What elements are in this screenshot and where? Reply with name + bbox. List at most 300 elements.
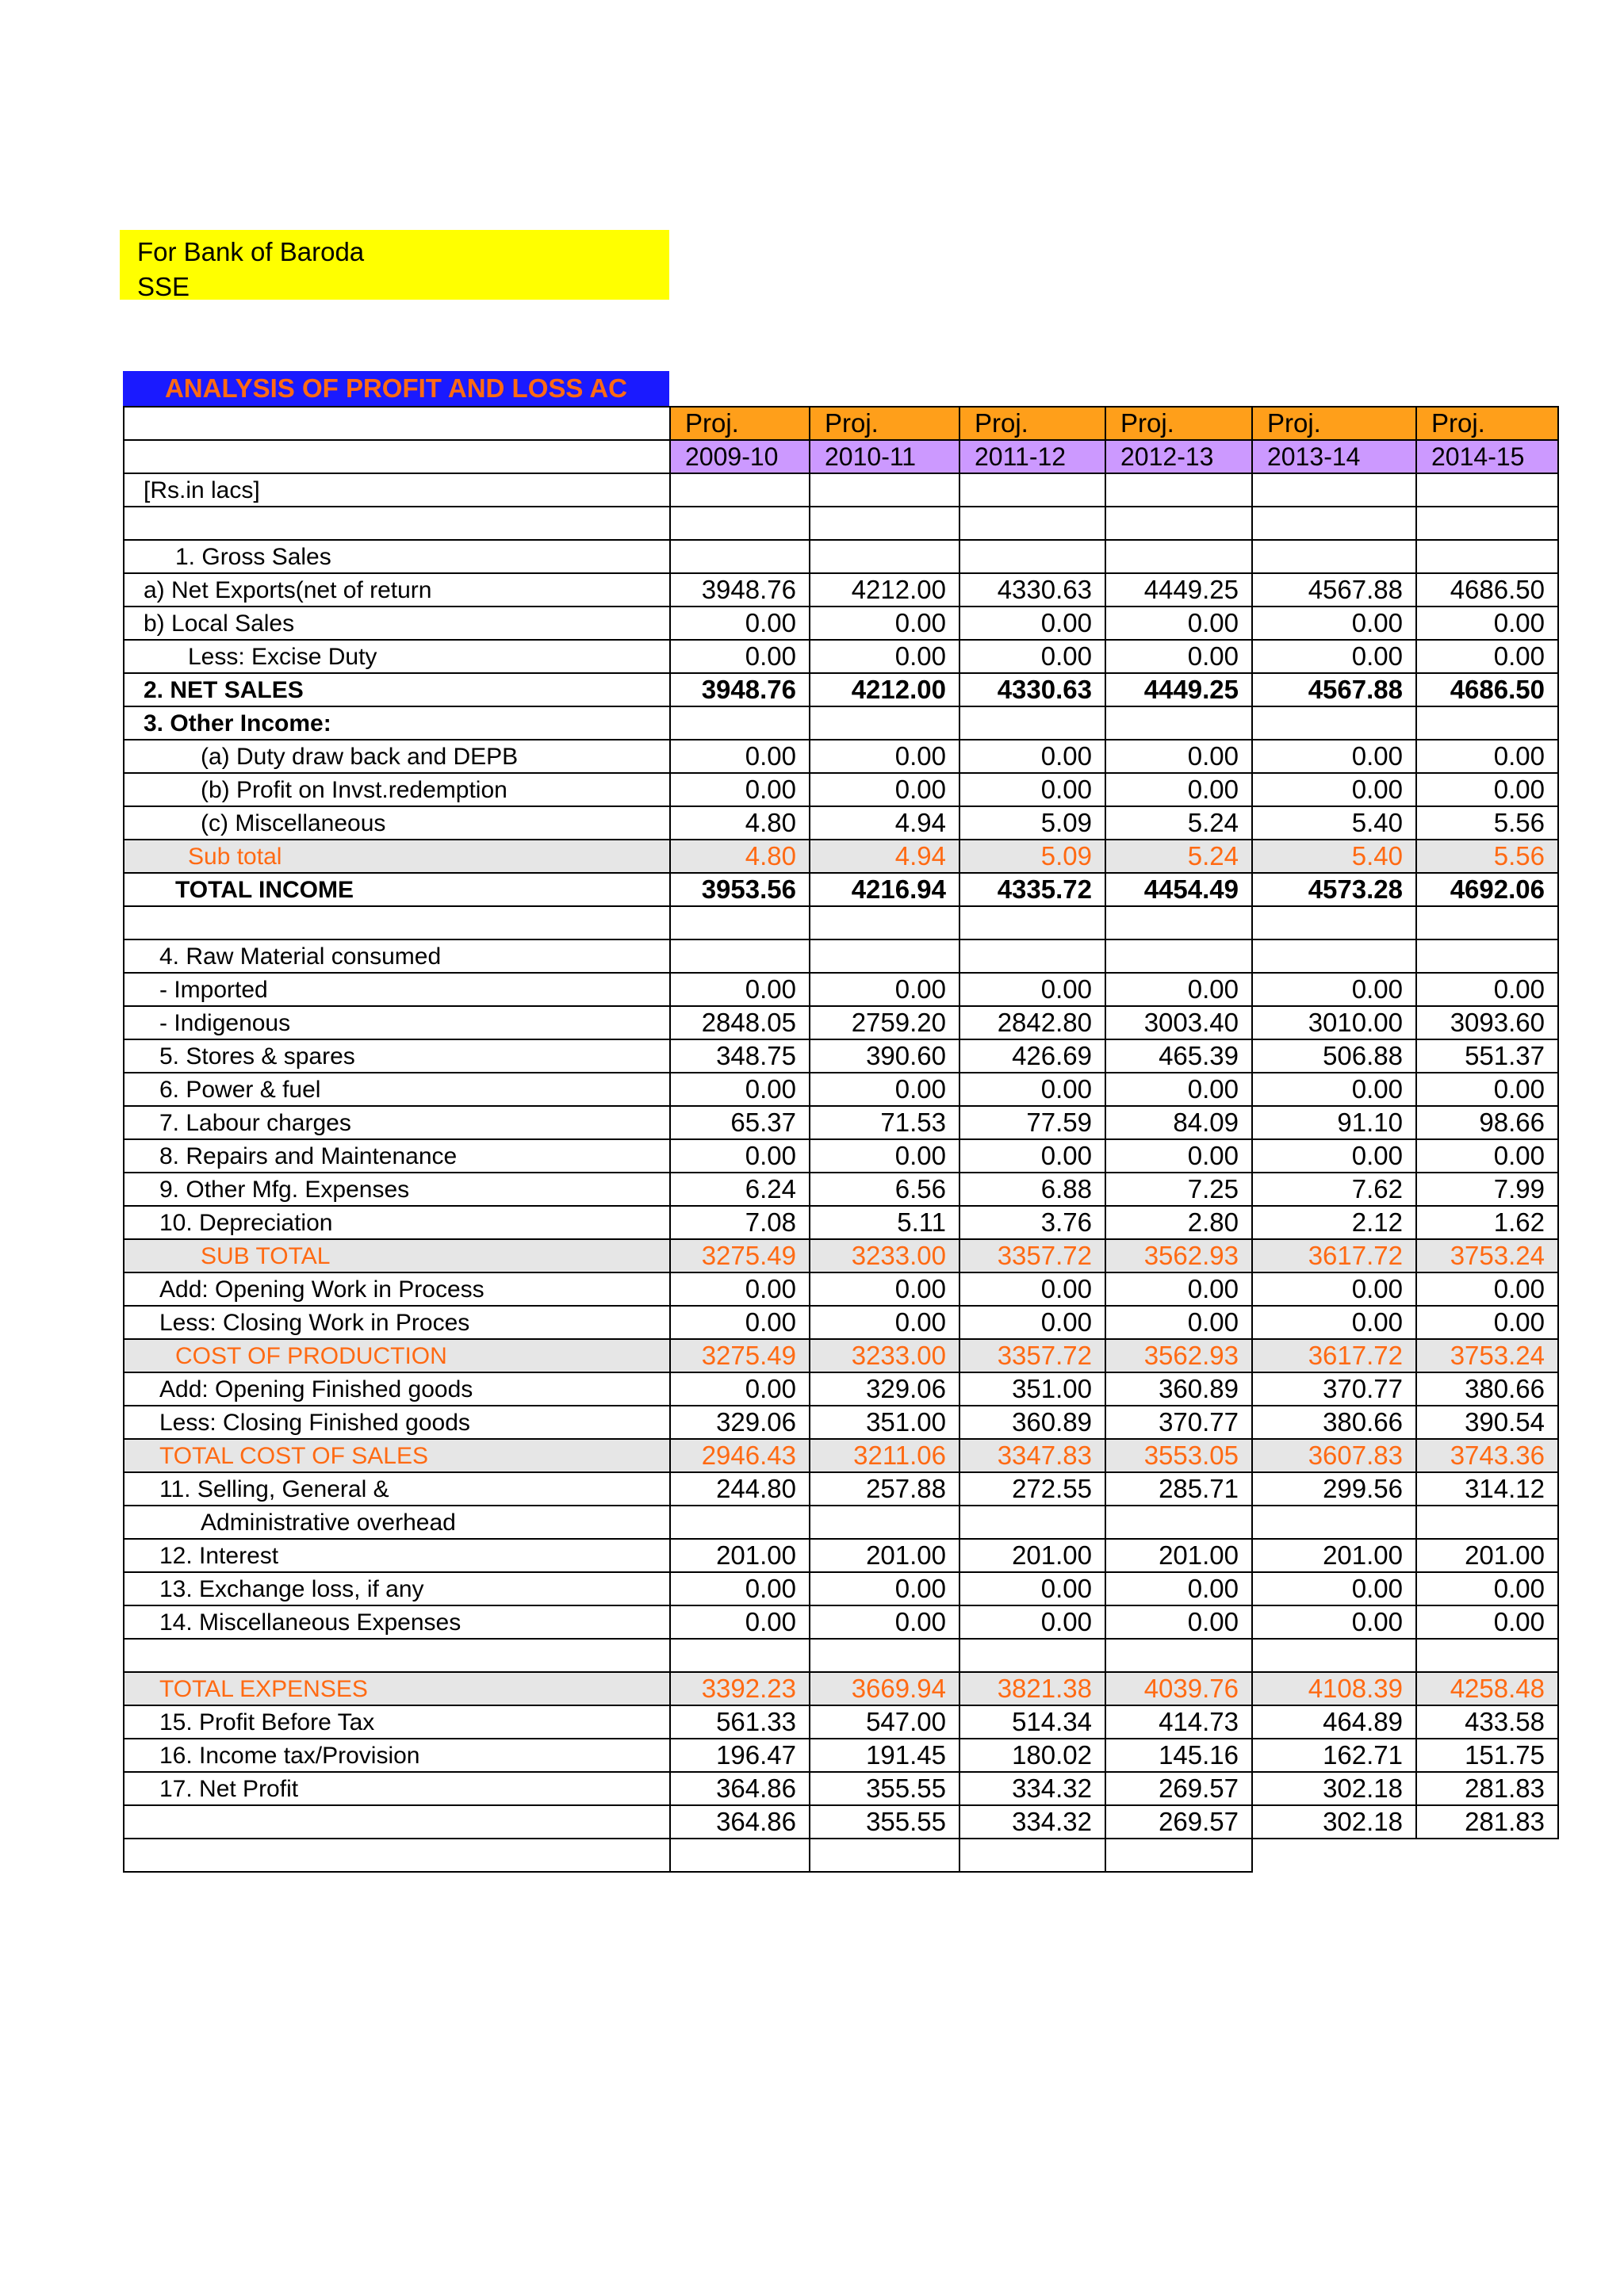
table-row bbox=[124, 640, 1558, 673]
value-cell: 4216.94 bbox=[810, 873, 959, 906]
bank-department: SSE bbox=[137, 272, 190, 301]
value-cell: 0.00 bbox=[1105, 1605, 1252, 1639]
value-cell: 7.25 bbox=[1105, 1173, 1252, 1206]
value-cell: 0.00 bbox=[1416, 640, 1558, 673]
value-cell: 390.60 bbox=[810, 1039, 959, 1073]
table-row bbox=[124, 1805, 1558, 1839]
value-cell: 334.32 bbox=[959, 1772, 1105, 1805]
value-cell: 551.37 bbox=[1416, 1039, 1558, 1073]
row-label: Add: Opening Finished goods bbox=[124, 1372, 670, 1406]
value-cell: 0.00 bbox=[810, 640, 959, 673]
value-cell: 3562.93 bbox=[1105, 1239, 1252, 1272]
table-row bbox=[124, 1739, 1558, 1772]
table-row bbox=[124, 1572, 1558, 1605]
value-cell bbox=[1416, 706, 1558, 740]
value-cell: 145.16 bbox=[1105, 1739, 1252, 1772]
value-cell: 4039.76 bbox=[1105, 1672, 1252, 1705]
value-cell: 5.24 bbox=[1105, 806, 1252, 840]
value-cell: 0.00 bbox=[810, 1572, 959, 1605]
value-cell: 0.00 bbox=[1416, 1306, 1558, 1339]
row-label: 10. Depreciation bbox=[124, 1206, 670, 1239]
row-label: SUB TOTAL bbox=[124, 1239, 670, 1272]
value-cell bbox=[810, 706, 959, 740]
value-cell: 433.58 bbox=[1416, 1705, 1558, 1739]
value-cell: 0.00 bbox=[959, 1139, 1105, 1173]
value-cell: 0.00 bbox=[1105, 740, 1252, 773]
value-cell: 3.76 bbox=[959, 1206, 1105, 1239]
spacer-row bbox=[124, 906, 1558, 939]
value-cell: 0.00 bbox=[1252, 640, 1416, 673]
value-cell: 3562.93 bbox=[1105, 1339, 1252, 1372]
proj-label: Proj. bbox=[1252, 407, 1416, 440]
value-cell: 6.56 bbox=[810, 1173, 959, 1206]
table-row bbox=[124, 1106, 1558, 1139]
value-cell: 380.66 bbox=[1252, 1406, 1416, 1439]
value-cell: 0.00 bbox=[670, 1372, 810, 1406]
value-cell: 0.00 bbox=[959, 640, 1105, 673]
value-cell: 0.00 bbox=[670, 1306, 810, 1339]
row-label bbox=[124, 1805, 670, 1839]
value-cell: 0.00 bbox=[1252, 773, 1416, 806]
value-cell: 0.00 bbox=[1416, 740, 1558, 773]
header-blank-cell bbox=[124, 407, 670, 440]
value-cell: 3093.60 bbox=[1416, 1006, 1558, 1039]
value-cell: 2759.20 bbox=[810, 1006, 959, 1039]
value-cell bbox=[1416, 540, 1558, 573]
value-cell: 0.00 bbox=[1252, 1572, 1416, 1605]
value-cell: 465.39 bbox=[1105, 1039, 1252, 1073]
value-cell bbox=[959, 540, 1105, 573]
table-row bbox=[124, 1073, 1558, 1106]
value-cell: 0.00 bbox=[959, 1572, 1105, 1605]
unit-label: [Rs.in lacs] bbox=[124, 473, 670, 507]
value-cell: 4686.50 bbox=[1416, 573, 1558, 607]
value-cell: 269.57 bbox=[1105, 1772, 1252, 1805]
value-cell: 281.83 bbox=[1416, 1805, 1558, 1839]
value-cell: 0.00 bbox=[810, 607, 959, 640]
row-label: 15. Profit Before Tax bbox=[124, 1705, 670, 1739]
value-cell: 4567.88 bbox=[1252, 673, 1416, 706]
value-cell: 329.06 bbox=[810, 1372, 959, 1406]
value-cell: 3003.40 bbox=[1105, 1006, 1252, 1039]
row-label: 16. Income tax/Provision bbox=[124, 1739, 670, 1772]
row-label: 12. Interest bbox=[124, 1539, 670, 1572]
value-cell: 0.00 bbox=[1416, 1139, 1558, 1173]
value-cell: 0.00 bbox=[670, 1139, 810, 1173]
row-label: a) Net Exports(net of return bbox=[124, 573, 670, 607]
table-row bbox=[124, 873, 1558, 906]
table-row bbox=[124, 1539, 1558, 1572]
value-cell: 0.00 bbox=[1105, 1572, 1252, 1605]
value-cell: 0.00 bbox=[959, 973, 1105, 1006]
value-cell: 355.55 bbox=[810, 1805, 959, 1839]
row-label: 11. Selling, General & bbox=[124, 1472, 670, 1506]
value-cell: 4.94 bbox=[810, 840, 959, 873]
value-cell: 4454.49 bbox=[1105, 873, 1252, 906]
table-row bbox=[124, 1306, 1558, 1339]
value-cell: 4108.39 bbox=[1252, 1672, 1416, 1705]
value-cell: 3347.83 bbox=[959, 1439, 1105, 1472]
value-cell: 3357.72 bbox=[959, 1239, 1105, 1272]
table-row bbox=[124, 1439, 1558, 1472]
value-cell: 2.80 bbox=[1105, 1206, 1252, 1239]
value-cell: 3275.49 bbox=[670, 1239, 810, 1272]
value-cell: 0.00 bbox=[1416, 607, 1558, 640]
row-label: COST OF PRODUCTION bbox=[124, 1339, 670, 1372]
value-cell: 71.53 bbox=[810, 1106, 959, 1139]
year-header-row bbox=[124, 440, 1558, 473]
value-cell: 257.88 bbox=[810, 1472, 959, 1506]
value-cell: 0.00 bbox=[1416, 1272, 1558, 1306]
proj-label: Proj. bbox=[1416, 407, 1558, 440]
value-cell: 5.56 bbox=[1416, 840, 1558, 873]
table-row bbox=[124, 1472, 1558, 1506]
row-label: TOTAL COST OF SALES bbox=[124, 1439, 670, 1472]
value-cell: 506.88 bbox=[1252, 1039, 1416, 1073]
bank-header-box bbox=[120, 230, 669, 300]
value-cell: 370.77 bbox=[1105, 1406, 1252, 1439]
row-label: 6. Power & fuel bbox=[124, 1073, 670, 1106]
value-cell: 414.73 bbox=[1105, 1705, 1252, 1739]
value-cell: 98.66 bbox=[1416, 1106, 1558, 1139]
row-label: 4. Raw Material consumed bbox=[124, 939, 670, 973]
row-label: - Imported bbox=[124, 973, 670, 1006]
value-cell: 364.86 bbox=[670, 1805, 810, 1839]
row-label: (a) Duty draw back and DEPB bbox=[124, 740, 670, 773]
value-cell: 0.00 bbox=[810, 1306, 959, 1339]
value-cell: 0.00 bbox=[670, 1272, 810, 1306]
value-cell: 77.59 bbox=[959, 1106, 1105, 1139]
table-row bbox=[124, 973, 1558, 1006]
value-cell: 0.00 bbox=[1105, 773, 1252, 806]
row-label: 9. Other Mfg. Expenses bbox=[124, 1173, 670, 1206]
proj-label: Proj. bbox=[810, 407, 959, 440]
value-cell bbox=[959, 939, 1105, 973]
value-cell: 0.00 bbox=[670, 773, 810, 806]
spacer-row bbox=[124, 1639, 1558, 1672]
value-cell: 2848.05 bbox=[670, 1006, 810, 1039]
value-cell: 380.66 bbox=[1416, 1372, 1558, 1406]
row-label: Less: Excise Duty bbox=[124, 640, 670, 673]
value-cell: 4330.63 bbox=[959, 573, 1105, 607]
value-cell: 3948.76 bbox=[670, 673, 810, 706]
projection-header-row bbox=[124, 407, 1558, 440]
value-cell: 0.00 bbox=[959, 1272, 1105, 1306]
value-cell: 547.00 bbox=[810, 1705, 959, 1739]
value-cell: 4258.48 bbox=[1416, 1672, 1558, 1705]
bank-name: For Bank of Baroda bbox=[137, 237, 365, 266]
header-blank-cell bbox=[124, 440, 670, 473]
value-cell: 7.99 bbox=[1416, 1173, 1558, 1206]
row-label: 1. Gross Sales bbox=[124, 540, 670, 573]
value-cell: 334.32 bbox=[959, 1805, 1105, 1839]
proj-label: Proj. bbox=[1105, 407, 1252, 440]
table-row bbox=[124, 1506, 1558, 1539]
row-label: 5. Stores & spares bbox=[124, 1039, 670, 1073]
value-cell: 151.75 bbox=[1416, 1739, 1558, 1772]
value-cell: 4573.28 bbox=[1252, 873, 1416, 906]
table-row bbox=[124, 1672, 1558, 1705]
row-label: b) Local Sales bbox=[124, 607, 670, 640]
value-cell: 65.37 bbox=[670, 1106, 810, 1139]
value-cell: 0.00 bbox=[1252, 1306, 1416, 1339]
value-cell: 0.00 bbox=[810, 1605, 959, 1639]
proj-label: Proj. bbox=[670, 407, 810, 440]
value-cell: 4.80 bbox=[670, 840, 810, 873]
value-cell: 285.71 bbox=[1105, 1472, 1252, 1506]
value-cell: 3392.23 bbox=[670, 1672, 810, 1705]
value-cell: 4330.63 bbox=[959, 673, 1105, 706]
value-cell: 2.12 bbox=[1252, 1206, 1416, 1239]
table-row bbox=[124, 540, 1558, 573]
table-row bbox=[124, 1006, 1558, 1039]
year-label: 2012-13 bbox=[1105, 440, 1252, 473]
value-cell: 364.86 bbox=[670, 1772, 810, 1805]
value-cell: 0.00 bbox=[810, 1073, 959, 1106]
row-label: TOTAL INCOME bbox=[124, 873, 670, 906]
value-cell: 5.56 bbox=[1416, 806, 1558, 840]
value-cell: 0.00 bbox=[959, 607, 1105, 640]
row-label: 8. Repairs and Maintenance bbox=[124, 1139, 670, 1173]
table-row bbox=[124, 1772, 1558, 1805]
value-cell: 360.89 bbox=[959, 1406, 1105, 1439]
value-cell: 3743.36 bbox=[1416, 1439, 1558, 1472]
value-cell: 0.00 bbox=[959, 1306, 1105, 1339]
value-cell: 191.45 bbox=[810, 1739, 959, 1772]
value-cell bbox=[959, 1506, 1105, 1539]
value-cell: 2946.43 bbox=[670, 1439, 810, 1472]
value-cell: 0.00 bbox=[670, 1073, 810, 1106]
value-cell: 0.00 bbox=[810, 973, 959, 1006]
row-label: TOTAL EXPENSES bbox=[124, 1672, 670, 1705]
year-label: 2009-10 bbox=[670, 440, 810, 473]
table-row bbox=[124, 1272, 1558, 1306]
value-cell: 180.02 bbox=[959, 1739, 1105, 1772]
unit-row bbox=[124, 473, 1558, 507]
value-cell: 0.00 bbox=[670, 607, 810, 640]
value-cell: 3357.72 bbox=[959, 1339, 1105, 1372]
value-cell: 3553.05 bbox=[1105, 1439, 1252, 1472]
value-cell: 201.00 bbox=[1105, 1539, 1252, 1572]
value-cell: 0.00 bbox=[1416, 1073, 1558, 1106]
table-row bbox=[124, 706, 1558, 740]
value-cell: 0.00 bbox=[670, 1572, 810, 1605]
value-cell: 0.00 bbox=[1105, 1139, 1252, 1173]
value-cell: 348.75 bbox=[670, 1039, 810, 1073]
value-cell: 3753.24 bbox=[1416, 1339, 1558, 1372]
value-cell: 0.00 bbox=[1252, 607, 1416, 640]
value-cell: 370.77 bbox=[1252, 1372, 1416, 1406]
value-cell: 0.00 bbox=[1416, 1572, 1558, 1605]
value-cell bbox=[1252, 706, 1416, 740]
value-cell: 0.00 bbox=[670, 740, 810, 773]
value-cell: 5.09 bbox=[959, 806, 1105, 840]
value-cell: 314.12 bbox=[1416, 1472, 1558, 1506]
profit-loss-table bbox=[123, 406, 1559, 1873]
value-cell: 0.00 bbox=[1416, 1605, 1558, 1639]
value-cell: 3233.00 bbox=[810, 1239, 959, 1272]
value-cell: 201.00 bbox=[1416, 1539, 1558, 1572]
value-cell: 201.00 bbox=[670, 1539, 810, 1572]
value-cell: 269.57 bbox=[1105, 1805, 1252, 1839]
value-cell bbox=[1105, 1506, 1252, 1539]
value-cell: 3211.06 bbox=[810, 1439, 959, 1472]
value-cell: 0.00 bbox=[1105, 640, 1252, 673]
value-cell: 514.34 bbox=[959, 1705, 1105, 1739]
value-cell: 196.47 bbox=[670, 1739, 810, 1772]
table-row bbox=[124, 1705, 1558, 1739]
value-cell: 3617.72 bbox=[1252, 1239, 1416, 1272]
row-label: 7. Labour charges bbox=[124, 1106, 670, 1139]
value-cell bbox=[1416, 1506, 1558, 1539]
value-cell: 561.33 bbox=[670, 1705, 810, 1739]
value-cell: 426.69 bbox=[959, 1039, 1105, 1073]
value-cell: 302.18 bbox=[1252, 1805, 1416, 1839]
value-cell: 0.00 bbox=[1416, 773, 1558, 806]
row-label: (b) Profit on Invst.redemption bbox=[124, 773, 670, 806]
table-row bbox=[124, 1239, 1558, 1272]
value-cell: 4449.25 bbox=[1105, 673, 1252, 706]
value-cell bbox=[1105, 540, 1252, 573]
value-cell: 4567.88 bbox=[1252, 573, 1416, 607]
value-cell: 0.00 bbox=[959, 1073, 1105, 1106]
value-cell: 0.00 bbox=[810, 1139, 959, 1173]
value-cell: 0.00 bbox=[1252, 1272, 1416, 1306]
table-row bbox=[124, 1039, 1558, 1073]
value-cell: 0.00 bbox=[1416, 973, 1558, 1006]
table-row bbox=[124, 1339, 1558, 1372]
table-row bbox=[124, 573, 1558, 607]
value-cell: 302.18 bbox=[1252, 1772, 1416, 1805]
value-cell bbox=[810, 540, 959, 573]
value-cell: 5.40 bbox=[1252, 840, 1416, 873]
value-cell: 3821.38 bbox=[959, 1672, 1105, 1705]
value-cell: 3669.94 bbox=[810, 1672, 959, 1705]
table-row bbox=[124, 939, 1558, 973]
table-row bbox=[124, 1173, 1558, 1206]
value-cell: 0.00 bbox=[810, 773, 959, 806]
value-cell: 329.06 bbox=[670, 1406, 810, 1439]
value-cell: 2842.80 bbox=[959, 1006, 1105, 1039]
row-label: 13. Exchange loss, if any bbox=[124, 1572, 670, 1605]
value-cell: 5.09 bbox=[959, 840, 1105, 873]
table-row bbox=[124, 840, 1558, 873]
value-cell: 4.94 bbox=[810, 806, 959, 840]
row-label: Less: Closing Work in Proces bbox=[124, 1306, 670, 1339]
value-cell: 3275.49 bbox=[670, 1339, 810, 1372]
row-label: 2. NET SALES bbox=[124, 673, 670, 706]
value-cell bbox=[1416, 939, 1558, 973]
table-row bbox=[124, 1605, 1558, 1639]
value-cell: 244.80 bbox=[670, 1472, 810, 1506]
row-label: - Indigenous bbox=[124, 1006, 670, 1039]
table-row bbox=[124, 1206, 1558, 1239]
value-cell: 0.00 bbox=[1105, 1306, 1252, 1339]
table-row bbox=[124, 773, 1558, 806]
row-label: Administrative overhead bbox=[124, 1506, 670, 1539]
value-cell: 6.88 bbox=[959, 1173, 1105, 1206]
spacer-row bbox=[124, 507, 1558, 540]
value-cell: 201.00 bbox=[1252, 1539, 1416, 1572]
value-cell: 4449.25 bbox=[1105, 573, 1252, 607]
value-cell: 272.55 bbox=[959, 1472, 1105, 1506]
value-cell: 299.56 bbox=[1252, 1472, 1416, 1506]
year-label: 2010-11 bbox=[810, 440, 959, 473]
row-label: 3. Other Income: bbox=[124, 706, 670, 740]
value-cell: 84.09 bbox=[1105, 1106, 1252, 1139]
row-label: 17. Net Profit bbox=[124, 1772, 670, 1805]
table-row bbox=[124, 607, 1558, 640]
value-cell: 4335.72 bbox=[959, 873, 1105, 906]
table-row bbox=[124, 1139, 1558, 1173]
row-label: 14. Miscellaneous Expenses bbox=[124, 1605, 670, 1639]
value-cell: 7.62 bbox=[1252, 1173, 1416, 1206]
table-row bbox=[124, 806, 1558, 840]
value-cell: 7.08 bbox=[670, 1206, 810, 1239]
value-cell: 5.40 bbox=[1252, 806, 1416, 840]
value-cell bbox=[1105, 939, 1252, 973]
value-cell: 351.00 bbox=[810, 1406, 959, 1439]
table-row bbox=[124, 1372, 1558, 1406]
table-row bbox=[124, 740, 1558, 773]
proj-label: Proj. bbox=[959, 407, 1105, 440]
value-cell: 3617.72 bbox=[1252, 1339, 1416, 1372]
value-cell: 464.89 bbox=[1252, 1705, 1416, 1739]
value-cell: 6.24 bbox=[670, 1173, 810, 1206]
value-cell: 0.00 bbox=[1252, 1139, 1416, 1173]
value-cell: 4212.00 bbox=[810, 673, 959, 706]
value-cell: 0.00 bbox=[810, 1272, 959, 1306]
value-cell: 0.00 bbox=[1252, 740, 1416, 773]
value-cell: 91.10 bbox=[1252, 1106, 1416, 1139]
value-cell bbox=[670, 706, 810, 740]
year-label: 2014-15 bbox=[1416, 440, 1558, 473]
value-cell: 355.55 bbox=[810, 1772, 959, 1805]
value-cell bbox=[1252, 1506, 1416, 1539]
footer-blank-row bbox=[124, 1839, 1558, 1872]
row-label: (c) Miscellaneous bbox=[124, 806, 670, 840]
value-cell: 0.00 bbox=[1252, 1073, 1416, 1106]
value-cell: 1.62 bbox=[1416, 1206, 1558, 1239]
value-cell bbox=[1252, 939, 1416, 973]
value-cell: 4686.50 bbox=[1416, 673, 1558, 706]
table-row bbox=[124, 1406, 1558, 1439]
value-cell: 0.00 bbox=[959, 773, 1105, 806]
value-cell: 3753.24 bbox=[1416, 1239, 1558, 1272]
year-label: 2013-14 bbox=[1252, 440, 1416, 473]
row-label: Sub total bbox=[124, 840, 670, 873]
value-cell bbox=[1105, 706, 1252, 740]
value-cell: 201.00 bbox=[959, 1539, 1105, 1572]
value-cell: 4212.00 bbox=[810, 573, 959, 607]
value-cell: 201.00 bbox=[810, 1539, 959, 1572]
value-cell: 281.83 bbox=[1416, 1772, 1558, 1805]
value-cell: 0.00 bbox=[1105, 1073, 1252, 1106]
value-cell: 0.00 bbox=[670, 973, 810, 1006]
value-cell: 162.71 bbox=[1252, 1739, 1416, 1772]
row-label: Add: Opening Work in Process bbox=[124, 1272, 670, 1306]
table-row bbox=[124, 673, 1558, 706]
value-cell: 0.00 bbox=[670, 1605, 810, 1639]
value-cell: 5.24 bbox=[1105, 840, 1252, 873]
value-cell: 0.00 bbox=[1105, 1272, 1252, 1306]
value-cell bbox=[1252, 540, 1416, 573]
value-cell: 0.00 bbox=[810, 740, 959, 773]
report-title: ANALYSIS OF PROFIT AND LOSS AC bbox=[123, 371, 669, 406]
row-label: Less: Closing Finished goods bbox=[124, 1406, 670, 1439]
value-cell bbox=[670, 540, 810, 573]
value-cell: 0.00 bbox=[959, 740, 1105, 773]
